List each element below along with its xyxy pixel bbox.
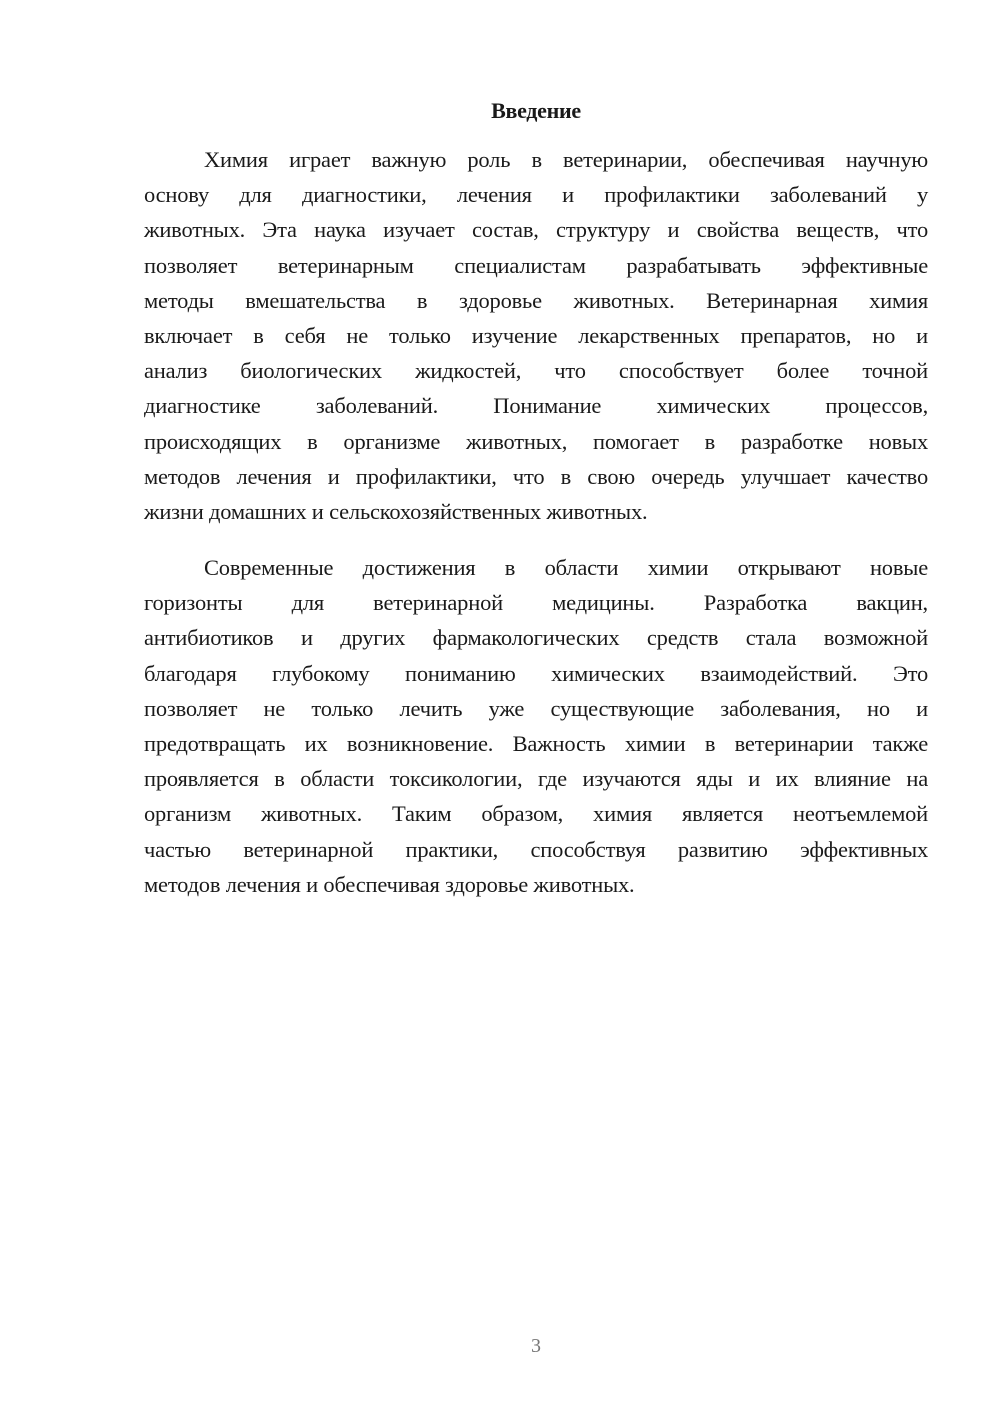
paragraph-line: организм животных. Таким образом, химия является неотъемлемой xyxy=(144,801,928,827)
paragraph-line: Современные достижения в области химии открывают новые xyxy=(204,555,928,580)
paragraph-line: позволяет ветеринарным специалистам разрабатывать эффективные xyxy=(144,252,928,278)
paragraph-line: предотвращать их возникновение. Важность химии в ветеринарии также xyxy=(144,730,928,756)
paragraph-line: включает в себя не только изучение лекарственных препаратов, но и xyxy=(144,322,928,348)
paragraph-line: жизни домашних и сельскохозяйственных животных. xyxy=(144,498,648,524)
paragraph-line: проявляется в области токсикологии, где изучаются яды и их влияние на xyxy=(144,766,928,792)
paragraph-line: основу для диагностики, лечения и профилактики заболеваний у xyxy=(144,182,928,208)
paragraph-line: Химия играет важную роль в ветеринарии, обеспечивая научную xyxy=(204,147,928,172)
paragraph-line: позволяет не только лечить уже существующие заболевания, но и xyxy=(144,695,928,721)
paragraph-line: животных. Эта наука изучает состав, структуру и свойства веществ, что xyxy=(144,217,928,243)
paragraph-line: горизонты для ветеринарной медицины. Разработка вакцин, xyxy=(144,590,928,616)
paragraph-line: благодаря глубокому пониманию химических взаимодействий. Это xyxy=(144,660,928,686)
paragraph-line: диагностике заболеваний. Понимание химических процессов, xyxy=(144,393,928,419)
paragraph-line: антибиотиков и других фармакологических средств стала возможной xyxy=(144,625,928,651)
paragraph-line: методы вмешательства в здоровье животных. Ветеринарная химия xyxy=(144,287,928,313)
section-title: Введение xyxy=(491,98,581,123)
paragraph-2 xyxy=(144,550,928,902)
paragraph-1 xyxy=(144,142,928,529)
paragraph-line: частью ветеринарной практики, способствуя развитию эффективных xyxy=(144,836,928,862)
paragraph-line: происходящих в организме животных, помогает в разработке новых xyxy=(144,428,928,454)
paragraph-line: методов лечения и профилактики, что в свою очередь улучшает качество xyxy=(144,463,928,489)
paragraph-line: методов лечения и обеспечивая здоровье животных. xyxy=(144,871,635,897)
page-number: 3 xyxy=(531,1335,541,1357)
paragraph-line: анализ биологических жидкостей, что способствует более точной xyxy=(144,358,928,384)
